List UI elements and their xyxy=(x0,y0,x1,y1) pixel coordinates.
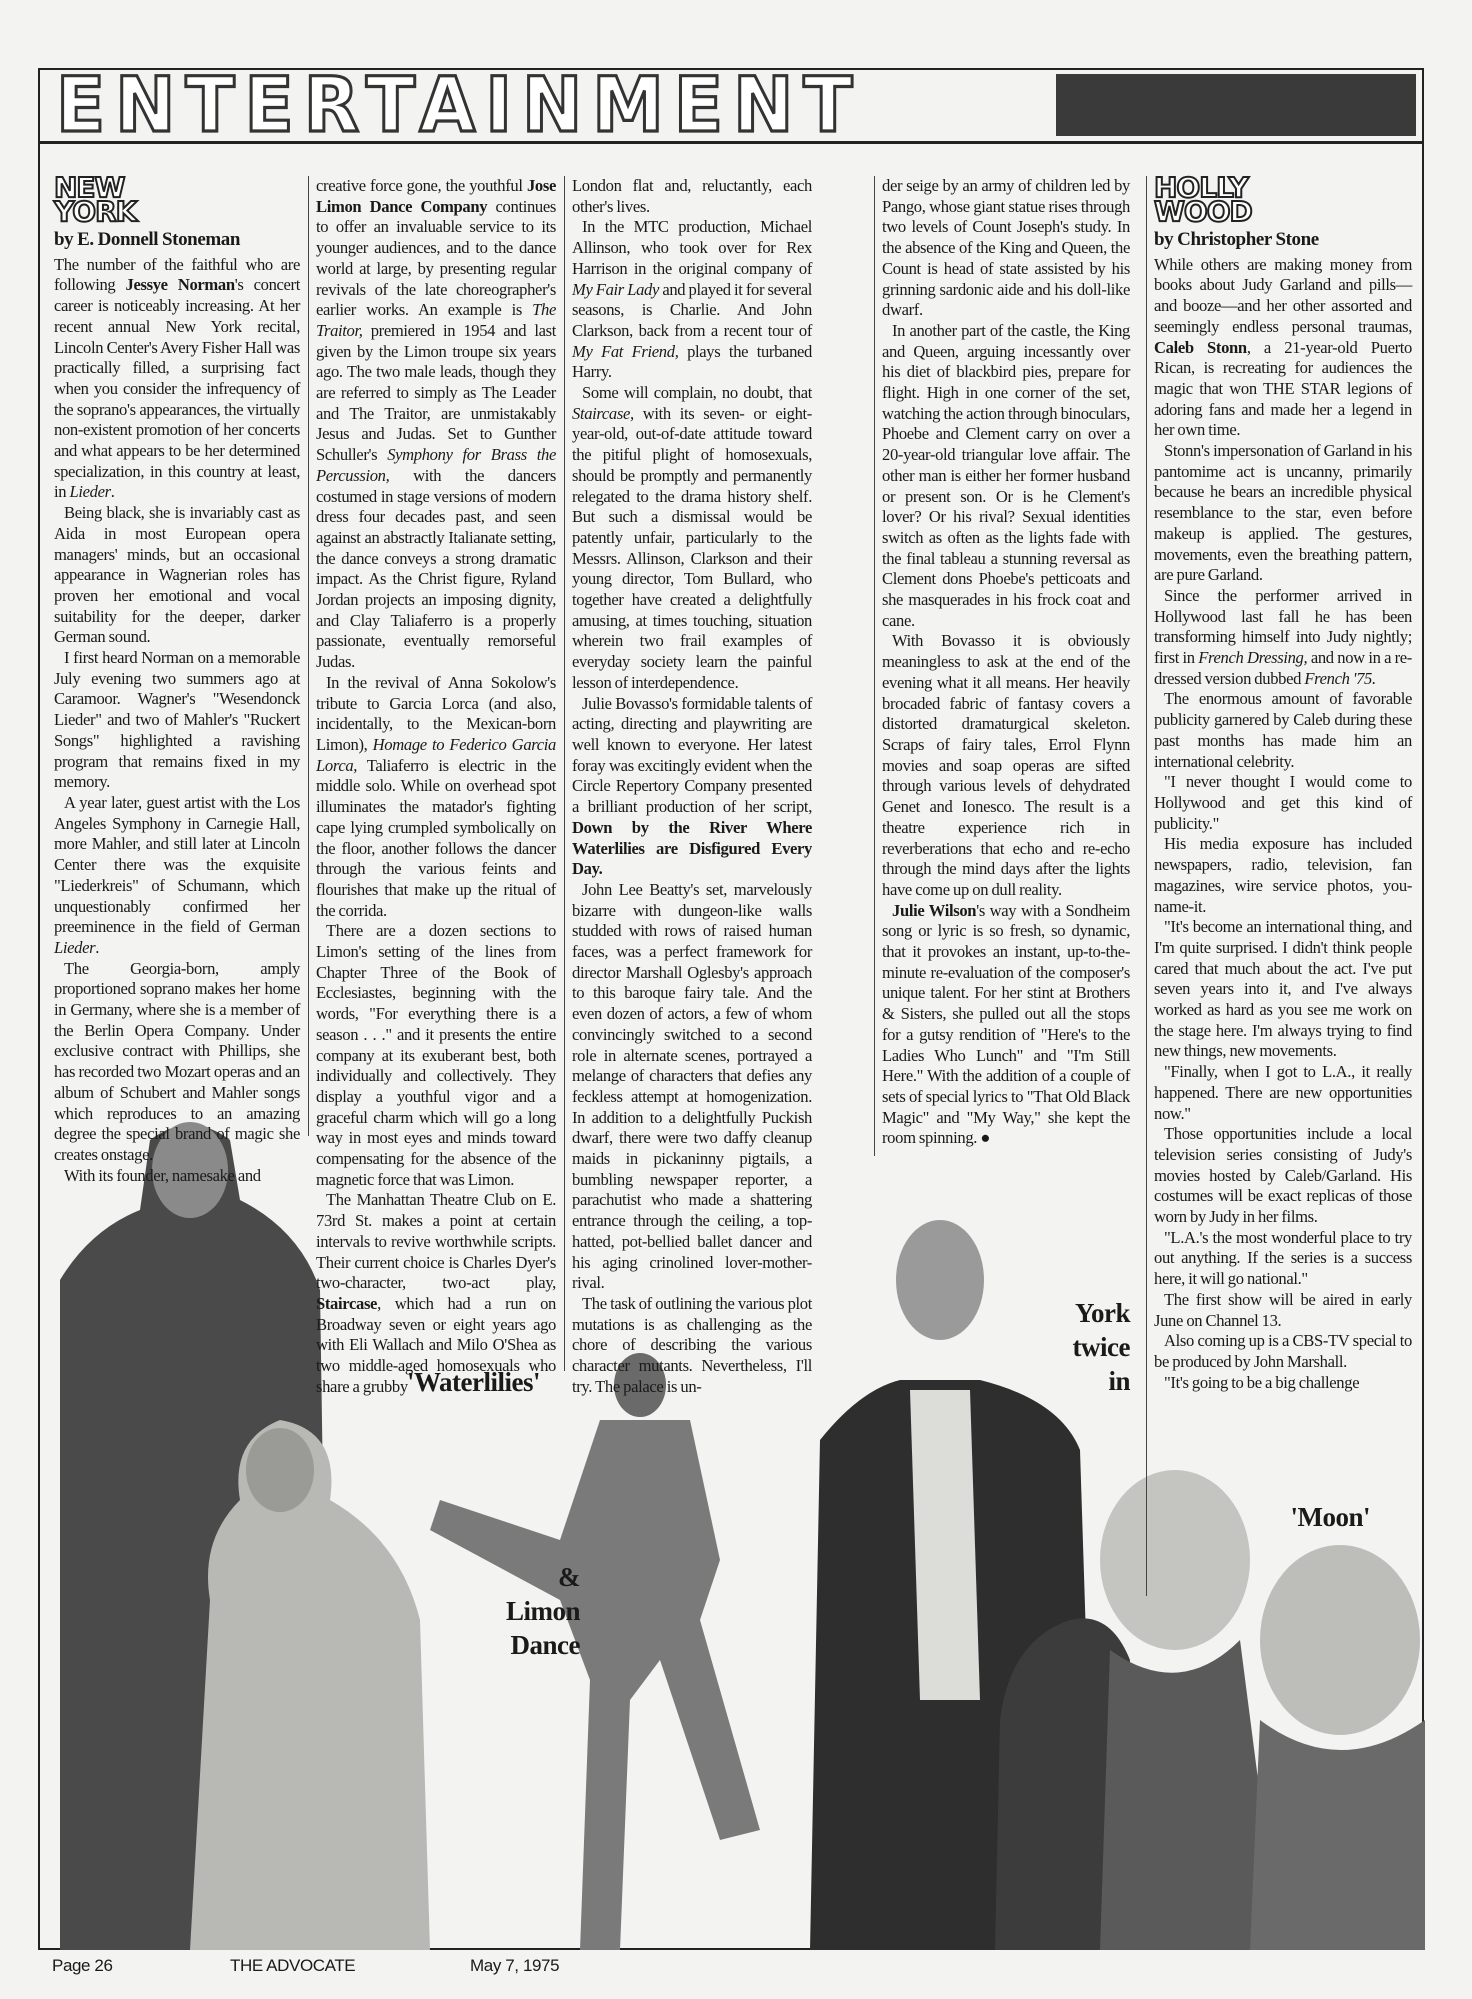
italic-text: The Traitor, xyxy=(316,300,556,340)
paragraph xyxy=(1154,1373,1412,1394)
byline-new-york: by E. Donnell Stoneman xyxy=(54,229,241,250)
article-new-york-part-1 xyxy=(54,255,300,1187)
text-run: The enormous amount of favorable publicity garnered by Caleb during these past months has made him an international celebrity. xyxy=(1154,689,1412,771)
text-run: In the MTC production, Michael Allinson, who took over for Rex Harrison in the original company of xyxy=(572,217,812,278)
text-run: A year later, guest artist with the Los Angeles Symphony in Carnegie Hall, more Mahler, and still later at Lincoln Center there was the exquisite "Liederkreis" of Schumann, which unquestionably confirmed her preeminence in the field of German xyxy=(54,792,300,937)
text-run: The Georgia-born, amply proportioned soprano makes her home in Germany, where she is a member of the Berlin Opera Company. Under exclusive contract with Phillips, she has recorded two Mozart operas and an album of Schubert and Mahler songs which reproduces to an amazing degree the special brand of magic she creates onstage. xyxy=(54,958,300,1164)
text-run: Also coming up is a CBS-TV special to be produced by John Marshall. xyxy=(1154,1331,1412,1371)
paragraph xyxy=(316,921,556,1190)
bold-text: Caleb Stonn xyxy=(1154,337,1247,357)
caption-york-twice-in xyxy=(1020,1296,1130,1398)
article-new-york-part-2 xyxy=(316,176,556,1397)
italic-text: Lieder xyxy=(69,482,111,502)
text-run: "It's going to be a big challenge xyxy=(1164,1372,1360,1392)
byline-hollywood: by Christopher Stone xyxy=(1154,229,1319,250)
column-rule xyxy=(874,176,875,1156)
italic-text: Symphony for Brass the Percussion, xyxy=(316,445,556,485)
text-run: , which had a run on Broadway seven or eight years ago with Eli Wallach and Milo O'Shea as two middle-aged homosexuals who share a grubby xyxy=(316,1293,556,1396)
paragraph xyxy=(54,648,300,793)
article-new-york-part-3 xyxy=(572,176,812,1397)
column-1 xyxy=(54,171,300,1186)
paragraph xyxy=(1154,1290,1412,1331)
paragraph xyxy=(54,959,300,1166)
paragraph xyxy=(1154,255,1412,441)
text-run: . xyxy=(110,482,115,502)
bold-text: Staircase xyxy=(316,1293,378,1313)
text-run: . xyxy=(95,937,100,957)
bold-text: Down by the River Where Waterlilies are Disfigured Every Day. xyxy=(572,817,812,879)
text-run: Taliaferro is electric in the middle solo. While on overhead spot illuminates the matador's fighting cape lying crumpled symbolically on the floor, another follows the dancer through the various feints and flourishes that make up the ritual of the corrida. xyxy=(316,755,556,920)
text-run: With its founder, namesake and xyxy=(64,1165,261,1185)
new-york-logo: NEW YORK xyxy=(54,171,137,228)
paragraph xyxy=(882,321,1130,632)
italic-text: My Fair Lady xyxy=(572,279,660,299)
text-run: , a 21-year-old Puerto Rican, is recreating for audiences the magic that won THE STAR legions of adoring fans and made her a legend in her own time. xyxy=(1154,337,1413,440)
text-run: "I never thought I would come to Hollywood and get this kind of publicity." xyxy=(1154,772,1412,833)
bold-text: Jessye Norman xyxy=(125,275,235,295)
paragraph xyxy=(1154,1331,1412,1372)
text-run: premiered in 1954 and last given by the Limon troupe six years ago. The two male leads, though they are referred to simply as The Leader and The Traitor, are unmistakably Jesus and Judas. Set to Gunther Schuller's xyxy=(316,320,556,465)
text-run: The number of the faithful who are following xyxy=(54,254,300,295)
bold-text: Julie Wilson xyxy=(892,900,977,920)
paragraph xyxy=(572,383,812,694)
column-3 xyxy=(572,176,812,1397)
caption-line: twice xyxy=(1072,1332,1130,1362)
paragraph xyxy=(54,793,300,959)
paragraph xyxy=(1154,689,1412,772)
column-rule xyxy=(564,176,565,1371)
paragraph xyxy=(572,1294,812,1398)
paragraph xyxy=(572,217,812,383)
bold-text: Jose Limon Dance Company xyxy=(316,176,556,216)
caption-line: York xyxy=(1074,1298,1130,1328)
column-rule xyxy=(308,176,309,1136)
text-run: plays the turbaned Harry. xyxy=(572,341,812,382)
text-run: "Finally, when I got to L.A., it really happened. There are new opportunities now." xyxy=(1154,1062,1412,1123)
text-run: continues to offer an invaluable service to its younger audiences, and to the dance world at large, by presenting regular revivals of the late choreographer's earlier works. An example is xyxy=(316,196,556,320)
text-run: With Bovasso it is obviously meaningless to ask at the end of the evening what it all means. Her heavily brocaded fabric of fantasy covers a distorted dramaturgical skeleton. Scraps of fairy tales, Errol Flynn movies and soap operas are sifted through various levels of dehydrated Genet and Ionesco. The result is a theatre experience rich in reverberations that echo and re-echo through the mind days after the lights have come up on dull reality. xyxy=(882,631,1130,899)
caption-limon-dance xyxy=(470,1560,580,1662)
paragraph xyxy=(882,901,1130,1149)
paragraph xyxy=(1154,441,1412,586)
text-run: Since the performer arrived in Hollywood last fall he has been transforming himself into Judy nightly; first in xyxy=(1154,585,1412,668)
text-run: In another part of the castle, the King and Queen, arguing incessantly over his diet of blackbird pies, prepare for flight. High in one corner of the set, watching the action through binoculars, Phoebe and Clement carry on over a 20-year-old triangular love affair. The other man is either her former husband or present son. Or is he Clement's lover? Or his rival? Sexual identities switch as often as the lights fade with the final tableau a stunning reversal as Clement dons Phoebe's petticoats and she masquerades in his frock coat and cane. xyxy=(882,320,1130,630)
caption-line: & xyxy=(558,1562,580,1592)
column-rule xyxy=(1146,176,1147,1596)
italic-text: Staircase, xyxy=(572,403,634,423)
column-5 xyxy=(1154,171,1413,1393)
paragraph xyxy=(316,176,556,673)
text-run: der seige by an army of children led by Pango, whose giant statue rises through two levels of Count Joseph's study. In the absence of the King and Queen, the Count is head of state assisted by his grinning sardonic aide and his doll-like dwarf. xyxy=(882,176,1130,320)
caption-waterlilies: 'Waterlilies' xyxy=(407,1367,540,1397)
paragraph xyxy=(1154,834,1412,917)
paragraph xyxy=(1154,772,1412,834)
text-run: His media exposure has included newspapers, radio, television, fan magazines, wire service photos, you-name-it. xyxy=(1154,834,1412,916)
text-run: Stonn's impersonation of Garland in his pantomime act is uncanny, primarily because he bears an incredible physical resemblance to the star, even before makeup is applied. The gestures, movements, even the breathing pattern, are pure Garland. xyxy=(1154,441,1412,585)
text-run: "It's become an international thing, and I'm quite surprised. I didn't think people cared that much about the act. I've put seven years into it, and I've always worked as hard as you see me work on the stage here. I'm always trying to find new things, new movements. xyxy=(1154,917,1412,1061)
text-run: In the revival of Anna Sokolow's tribute to Garcia Lorca (and also, incidentally, to the Mexican-born Limon), xyxy=(316,672,556,754)
text-run: The first show will be aired in early June on Channel 13. xyxy=(1154,1289,1412,1330)
text-run: 's concert career is noticeably increasing. At her recent annual New York recital, Lincoln Center's Avery Fisher Hall was practically filled, a surprising fact when you consider the infrequency of the soprano's appearances, the virtually non-existent promotion of her concerts and what appears to be her determined specialization, in this country at least, in xyxy=(54,275,300,502)
paragraph xyxy=(572,694,812,880)
footer-publication: THE ADVOCATE xyxy=(230,1956,356,1975)
paragraph xyxy=(882,631,1130,900)
italic-text: My Fat Friend, xyxy=(572,341,679,361)
section-title: ENTERTAINMENT xyxy=(56,60,863,149)
article-new-york-part-4 xyxy=(882,176,1130,1149)
column-2 xyxy=(316,176,556,1397)
paragraph xyxy=(1154,1062,1412,1124)
caption-line: Dance xyxy=(510,1630,580,1660)
text-run: While others are making money from books about Judy Garland and pills—and booze—and her other assorted and seemingly endless personal traumas, xyxy=(1154,254,1412,336)
paragraph xyxy=(316,673,556,921)
paragraph xyxy=(1154,586,1412,690)
caption-moon: 'Moon' xyxy=(1290,1502,1370,1532)
text-run: with its seven- or eight-year-old, out-of-date attitude toward the pitiful plight of homosexuals, should be promptly and permanently relegated to the drama history shelf. But such a dismissal would be patently unfair, particularly to the Messrs. Allinson, Clarkson and their young director, Tom Bullard, who together have created a delightfully amusing, at times touching, situation wherein two frail examples of everyday society learn the painful lesson of interdependence. xyxy=(572,403,812,692)
paragraph xyxy=(882,176,1130,321)
text-run: London flat and, reluctantly, each other's lives. xyxy=(572,176,812,216)
paragraph xyxy=(54,255,300,503)
paragraph xyxy=(572,880,812,1294)
text-run: Being black, she is invariably cast as Aida in most European opera managers' minds, but an occasional appearance in Wagnerian roles has proven her emotional and vocal suitability for the deeper, darker German sound. xyxy=(54,503,300,647)
text-run: Julie Bovasso's formidable talents of acting, directing and playwriting are well known to everyone. Her latest foray was excitingly evident when the Circle Repertory Company presented a brilliant production of her script, xyxy=(572,693,812,817)
paragraph xyxy=(572,176,812,217)
hollywood-logo: HOLLY WOOD xyxy=(1154,171,1252,228)
caption-line: Limon xyxy=(505,1596,580,1626)
footer-date: May 7, 1975 xyxy=(470,1956,560,1975)
paragraph xyxy=(1154,1124,1412,1228)
text-run: John Lee Beatty's set, marvelously bizarre with dungeon-like walls studded with rows of raised human faces, was a perfect framework for director Marshall Oglesby's approach to this baroque fairy tale. And the even dozen of actors, a few of whom convincingly switched to a second role in alternate scenes, portrayed a melange of characters that defies any feckless attempt at homogenization. In addition to a delightfully Puckish dwarf, there were two daffy cleanup maids in pickaninny pigtails, a bumbling newspaper reporter, a parachutist who made a shattering entrance through the ceiling, a top-hatted, pot-bellied ballet dancer and his aging crinolined lover-mother-rival. xyxy=(572,879,812,1293)
italic-text: Lieder xyxy=(54,937,96,957)
caption-line: in xyxy=(1108,1366,1130,1396)
text-run: Some will complain, no doubt, that xyxy=(582,383,812,403)
text-run: and played it for several seasons, is Charlie. And John Clarkson, back from a recent tour of xyxy=(572,279,812,340)
text-run: There are a dozen sections to Limon's setting of the lines from Chapter Three of the Book of Ecclesiastes, beginning with the words, "For everything there is a season . . ." and it presents the entire company at its exuberant best, both individually and collectively. They display a youthful vigor and a graceful charm which will go a long way in most eyes and minds toward compensating for the absence of the magnetic force that was Limon. xyxy=(316,921,556,1189)
text-run: I first heard Norman on a memorable July evening two summers ago at Caramoor. Wagner's "Wesendonck Lieder" and two of Mahler's "Ruckert Songs" highlighted a ravishing program that remains fixed in my memory. xyxy=(54,648,300,792)
italic-text: Homage to Federico Garcia Lorca, xyxy=(316,734,556,775)
text-run: The task of outlining the various plot mutations is as challenging as the chore of describing the various character mutants. Nevertheless, I'll try. The palace is un- xyxy=(572,1293,812,1396)
italic-text: French '75. xyxy=(1304,668,1376,688)
text-run: with the dancers costumed in stage versions of modern dress four decades past, and seen against an abstractly Italianate setting, the dance conveys a strong dramatic impact. As the Christ figure, Ryland Jordan projects an imposing dignity, and Clay Taliaferro is a properly passionate, eventually remorseful Judas. xyxy=(316,465,556,672)
text-run: and now in a re-dressed version dubbed xyxy=(1154,648,1412,688)
text-run: Those opportunities include a local television series consisting of Judy's movies hosted by Caleb/Garland. His costumes will be exact replicas of those worn by Judy in her films. xyxy=(1154,1124,1412,1227)
column-4 xyxy=(882,176,1130,1149)
article-hollywood xyxy=(1154,255,1412,1394)
text-run: 's way with a Sondheim song or lyric is so fresh, so dynamic, that it provokes an instant, up-to-the-minute re-evaluation of the composer's unique talent. For her stint at Brothers & Sisters, she pulled out all the stops for a gutsy rendition of "Here's to the Ladies Who Lunch" and "I'm Still Here." With the addition of a couple of sets of special lyrics to "That Old Black Magic" and "My Way," she kept the room spinning. ● xyxy=(882,900,1131,1148)
text-run: "L.A.'s the most wonderful place to try out anything. If the series is a success here, it will go national." xyxy=(1154,1227,1412,1289)
italic-text: French Dressing, xyxy=(1198,648,1308,668)
paragraph xyxy=(54,1166,300,1187)
paragraph xyxy=(1154,917,1412,1062)
footer-page-number: Page 26 xyxy=(52,1956,113,1975)
paragraph xyxy=(54,503,300,648)
text-run: creative force gone, the youthful xyxy=(316,176,527,195)
text-run: The Manhattan Theatre Club on E. 73rd St. makes a point at certain intervals to revive worthwhile scripts. Their current choice is Charles Dyer's two-character, two-act play, xyxy=(316,1190,556,1293)
paragraph xyxy=(1154,1228,1412,1290)
